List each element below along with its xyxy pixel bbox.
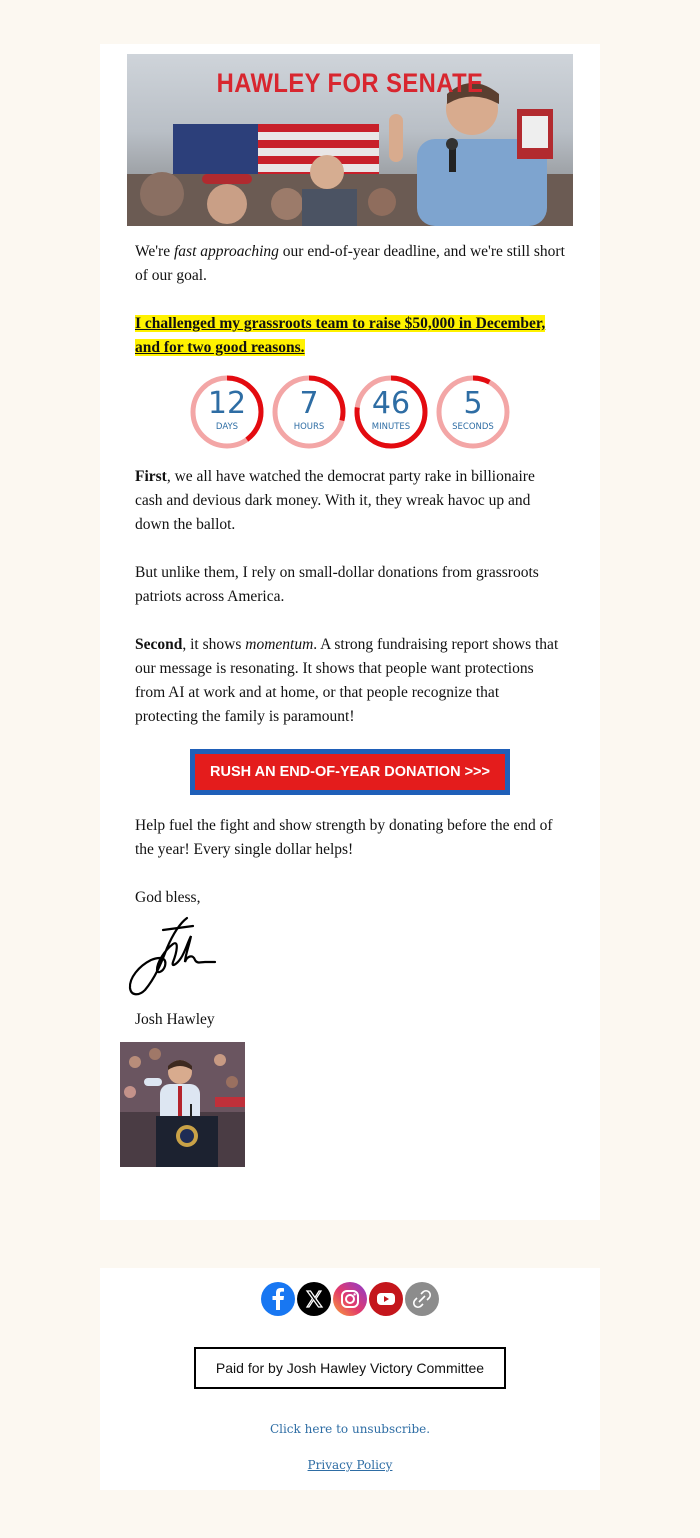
youtube-icon[interactable] [369, 1282, 403, 1316]
countdown-minutes-label: MINUTES [371, 422, 411, 432]
countdown-seconds-label: SECONDS [452, 422, 494, 432]
signature [127, 914, 219, 1003]
hero-banner [127, 54, 573, 226]
banner-title: HAWLEY FOR SENATE [216, 68, 484, 98]
intro-paragraph: We're fast approaching our end-of-year deadline, and we're still short of our goal. [135, 243, 565, 284]
countdown-timer [189, 374, 511, 450]
donate-button-label[interactable]: RUSH AN END-OF-YEAR DONATION >>> [195, 754, 505, 790]
link-icon[interactable] [405, 1282, 439, 1316]
help-paragraph: Help fuel the fight and show strength by donating before the end of the year! Every single dollar helps! God bless, [135, 814, 565, 934]
unsubscribe-link[interactable]: Click here to unsubscribe. [269, 1422, 431, 1436]
x-icon[interactable] [297, 1282, 331, 1316]
signer-name: Josh Hawley [135, 1011, 215, 1028]
countdown-seconds-value: 5 [463, 386, 483, 421]
countdown-days-value: 12 [207, 386, 247, 421]
countdown-seconds [435, 374, 511, 450]
paid-for-disclaimer: Paid for by Josh Hawley Victory Committee [194, 1347, 506, 1389]
countdown-minutes-value: 46 [371, 386, 411, 421]
closing-text: God bless, [135, 889, 201, 906]
privacy-policy-link[interactable]: Privacy Policy [307, 1458, 393, 1472]
countdown-days-label: DAYS [215, 422, 239, 432]
countdown-hours [271, 374, 347, 450]
email-card [100, 44, 600, 1220]
countdown-minutes [353, 374, 429, 450]
social-links [261, 1282, 441, 1316]
countdown-days [189, 374, 265, 450]
donate-button[interactable] [190, 749, 510, 795]
highlight-paragraph: I challenged my grassroots team to raise $50,000 in December, and for two good reasons. [135, 315, 546, 356]
unlike-paragraph: But unlike them, I rely on small-dollar donations from grassroots patriots across America. [135, 564, 539, 605]
first-paragraph: First, we all have watched the democrat party rake in billionaire cash and devious dark money. With it, they wreak havoc up and down the ballot. But unlike them, I rely on small-dollar donations from grassroots patriots across America. Second, it shows momentum. A strong fundraising report shows that our message is resonating. It shows that people want protections from AI at work and at home, or that people recognize that protecting the family is paramount! [135, 465, 565, 753]
facebook-icon[interactable] [261, 1282, 295, 1316]
countdown-hours-value: 7 [299, 386, 319, 421]
countdown-hours-label: HOURS [293, 422, 325, 432]
footer [100, 1268, 600, 1490]
instagram-icon[interactable] [333, 1282, 367, 1316]
hawley-podium-photo [120, 1042, 245, 1167]
signature-image [127, 914, 219, 998]
